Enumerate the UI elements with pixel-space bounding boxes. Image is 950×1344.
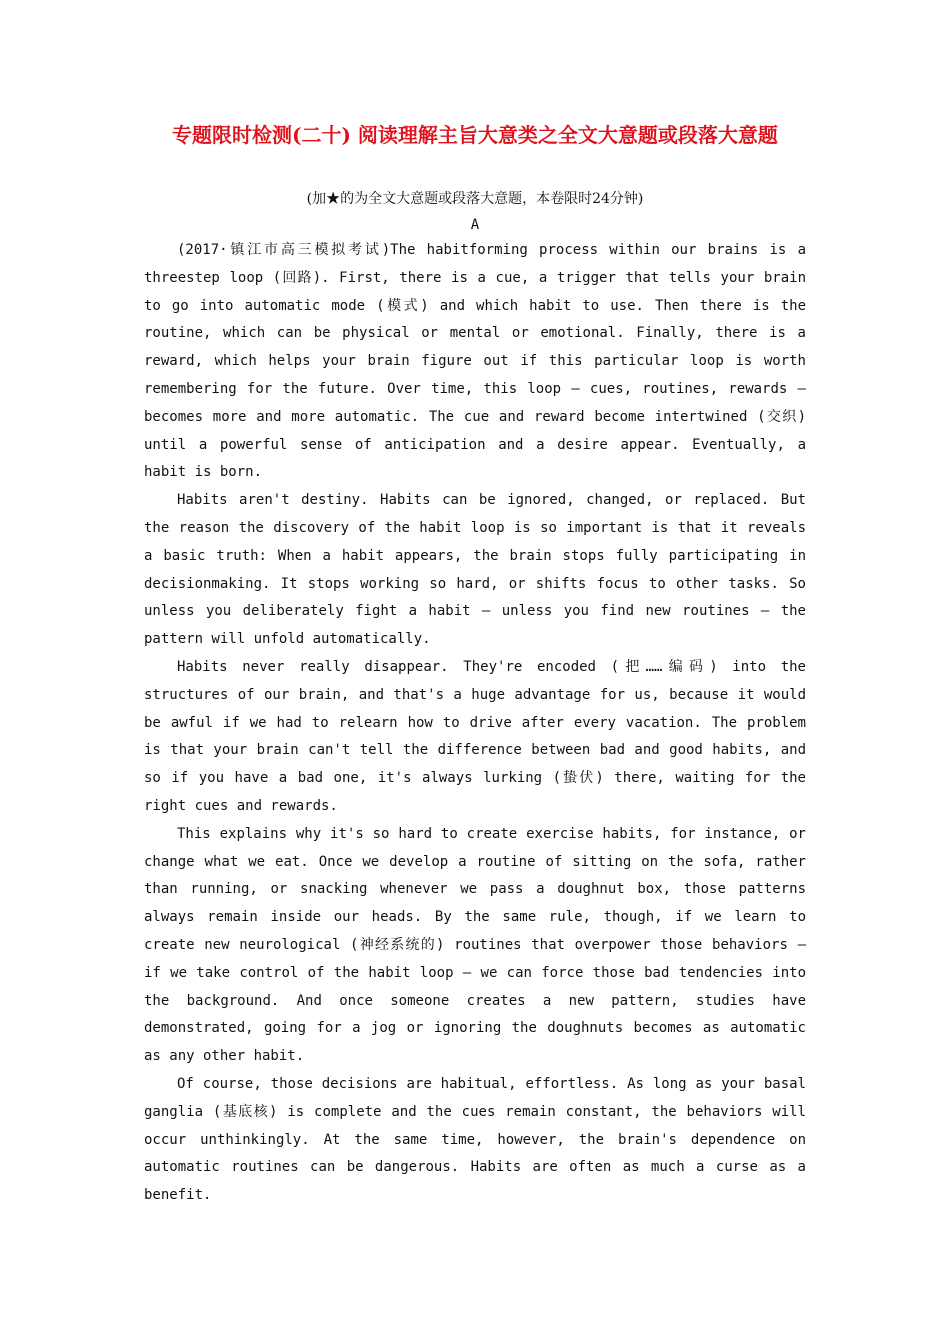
instructions-subtitle: (加★的为全文大意题或段落大意题，本卷限时24分钟) <box>306 191 644 207</box>
paragraph-2: Habits aren't destiny. Habits can be ignored, changed, or replaced. But the reason the discovery of the habit loop is so important is that it reveals a basic truth: When a habit appears, the brain stops fully participating in decisionmaking. It stops working so hard, or shifts focus to other tasks. So unless you deliberately fight a habit — unless you find new routines — the pattern will unfold automatically. <box>144 492 806 648</box>
section-label: A <box>470 217 480 233</box>
paragraph-4: This explains why it's so hard to create exercise habits, for instance, or change what we eat. Once we develop a routine of sitting on the sofa, rather than running, or snacking whenever we pass a doughnut box, those patterns always remain inside our heads. By the same rule, though, if we learn to create new neurological (神经系统的) routines that overpower those behaviors — if we take control of the habit loop — we can force those bad tendencies into the background. And once someone creates a new pattern, studies have demonstrated, going for a jog or ignoring the doughnuts becomes as automatic as any other habit. <box>144 825 806 1065</box>
page-title: 专题限时检测(二十) 阅读理解主旨大意类之全文大意题或段落大意题 <box>172 123 778 147</box>
paragraph-1: (2017·镇江市高三模拟考试)The habitforming process within our brains is a threestep loop (回路). First, there is a cue, a trigger that tells your brain to go into automatic mode (模式) and which habit to use. Then there is the routine, which can be physical or mental or emotional. Finally, there is a reward, which helps your brain figure out if this particular loop is worth remembering for the future. Over time, this loop — cues, routines, rewards — becomes more and more automatic. The cue and reward become intertwined (交织) until a powerful sense of anticipation and a desire appear. Eventually, a habit is born. <box>144 242 806 481</box>
paragraph-3: Habits never really disappear. They're encoded (把……编码) into the structures of our brain, and that's a huge advantage for us, because it would be awful if we had to relearn how to drive after every vacation. The problem is that your brain can't tell the difference between bad and good habits, and so if you have a bad one, it's always lurking (蛰伏) there, waiting for the right cues and rewards. <box>144 658 806 814</box>
passage-body <box>144 237 806 1210</box>
paragraph-5: Of course, those decisions are habitual, effortless. As long as your basal ganglia (基底核) is complete and the cues remain constant, the behaviors will occur unthinkingly. At the same time, however, the brain's dependence on automatic routines can be dangerous. Habits are often as much a curse as a benefit. <box>144 1075 806 1204</box>
